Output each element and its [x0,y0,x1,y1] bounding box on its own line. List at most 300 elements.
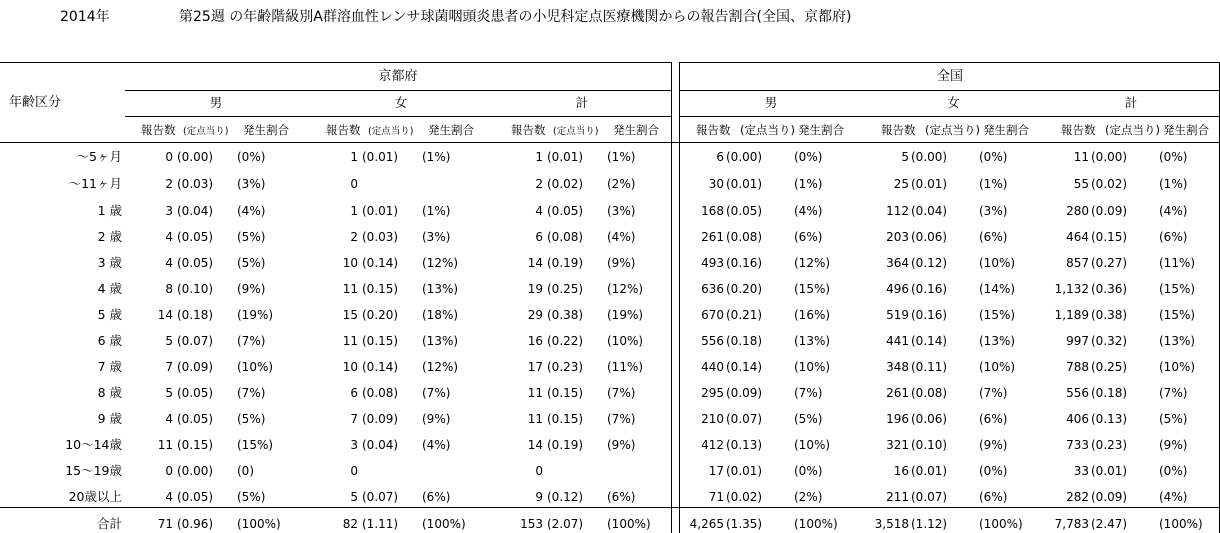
rate-value: (15%) [979,308,1016,322]
per-site-value: (0.25) [1091,360,1128,374]
report-count: 82 [342,517,358,531]
rate-value: (4%) [1159,490,1188,504]
per-site-value: (0.01) [362,150,399,164]
region-divider-2 [679,62,680,533]
age-column-header: 年齢区分 [8,95,61,110]
report-count: 997 [1066,334,1089,348]
per-site-value: (0.05) [547,204,584,218]
report-count: 556 [701,334,724,348]
report-year: 2014年 [60,9,110,25]
rate-value: (13%) [979,334,1016,348]
per-site-value: (0.03) [362,230,399,244]
per-site-value: (0.04) [177,204,214,218]
report-count: 11 [157,438,173,452]
per-site-value: (0.05) [726,204,763,218]
per-site-value: (0.06) [911,230,948,244]
report-count: 412 [701,438,724,452]
rate-value: (9%) [607,438,636,452]
report-count: 17 [527,360,543,374]
per-site-value: (0.05) [177,386,214,400]
age-group-label: 5 歳 [97,307,122,322]
report-count: 6 [716,150,724,164]
rate-value: (0) [237,464,254,478]
rate-value: (0%) [794,150,823,164]
rate-value: (6%) [794,230,823,244]
report-count: 440 [701,360,724,374]
per-site-value: (0.04) [911,204,948,218]
age-group-label: 3 歳 [97,255,122,270]
rate-value: (100%) [979,517,1023,531]
report-count: 519 [886,308,909,322]
report-count: 7 [165,360,173,374]
rate-value: (0%) [794,464,823,478]
rate-value: (100%) [1159,517,1203,531]
report-count: 16 [893,464,909,478]
age-group-label: ～11ヶ月 [68,176,122,191]
age-group-label: ～5ヶ月 [76,149,122,164]
rate-value: (0%) [237,150,266,164]
rate-value: (10%) [607,334,644,348]
report-count: 7,783 [1054,517,1089,531]
region-header-kyoto: 京都府 [378,69,418,84]
rate-value: (3%) [422,230,451,244]
report-count: 203 [886,230,909,244]
subheader-rate: 発生割合 [798,123,844,137]
gender-header: 女 [947,95,960,110]
rate-value: (12%) [422,256,459,270]
per-site-value: (0.00) [726,150,763,164]
report-count: 636 [701,282,724,296]
report-count: 196 [886,412,909,426]
rate-value: (1%) [607,150,636,164]
rate-value: (19%) [237,308,274,322]
per-site-value: (0.05) [177,256,214,270]
per-site-value: (0.23) [1091,438,1128,452]
rate-value: (1%) [422,204,451,218]
per-site-value: (0.13) [1091,412,1128,426]
per-site-value: (0.01) [1091,464,1128,478]
age-group-label: 7 歳 [97,359,122,374]
per-site-value: (0.20) [362,308,399,322]
per-site-value: (0.15) [362,282,399,296]
rate-value: (9%) [979,438,1008,452]
report-count: 8 [165,282,173,296]
per-site-value: (0.15) [177,438,214,452]
rate-value: (6%) [979,230,1008,244]
subheader-count: 報告数 [511,123,546,137]
per-site-value: (0.16) [726,256,763,270]
subheader-per-site: (定点当り) [368,126,414,137]
report-count: 3,518 [874,517,909,531]
rate-value: (18%) [422,308,459,322]
per-site-value: (0.00) [1091,150,1128,164]
report-count: 464 [1066,230,1089,244]
report-count: 19 [527,282,543,296]
age-group-label: 6 歳 [97,333,122,348]
per-site-value: (0.01) [726,464,763,478]
rate-value: (15%) [237,438,274,452]
report-count: 153 [520,517,543,531]
report-count: 33 [1073,464,1089,478]
per-site-value: (0.13) [726,438,763,452]
rate-value: (15%) [1159,282,1196,296]
per-site-value: (0.09) [726,386,763,400]
report-count: 261 [701,230,724,244]
report-count: 71 [708,490,724,504]
per-site-value: (0.09) [362,412,399,426]
per-site-value: (0.18) [177,308,214,322]
report-title: 第25週 の年齢階級別A群溶血性レンサ球菌咽頭炎患者の小児科定点医療機関からの報告割合(全国、京都府) [179,9,852,25]
report-count: 14 [157,308,173,322]
per-site-value: (0.20) [726,282,763,296]
per-site-value: (0.02) [1091,177,1128,191]
subheader-rate: 発生割合 [1163,123,1209,137]
age-group-label: 2 歳 [97,229,122,244]
rate-value: (15%) [1159,308,1196,322]
per-site-value: (0.19) [547,438,584,452]
per-site-value: (0.15) [547,386,584,400]
subheader-rate: 発生割合 [613,123,659,137]
subheader-per-site: (定点当り) [925,123,980,137]
gender-header: 男 [209,95,223,110]
rate-value: (100%) [607,517,651,531]
rate-value: (19%) [607,308,644,322]
region-underline-kyoto [125,90,671,91]
per-site-value: (0.01) [911,464,948,478]
per-site-value: (1.35) [726,517,763,531]
report-count: 857 [1066,256,1089,270]
rate-value: (15%) [794,282,831,296]
report-count: 16 [527,334,543,348]
report-count: 5 [165,334,173,348]
report-count: 556 [1066,386,1089,400]
rate-value: (6%) [422,490,451,504]
per-site-value: (0.22) [547,334,584,348]
report-count: 29 [527,308,543,322]
per-site-value: (1.11) [362,517,399,531]
report-count: 406 [1066,412,1089,426]
age-group-label: 10～14歳 [65,437,122,452]
subheader-rate: 発生割合 [243,123,289,137]
per-site-value: (0.18) [1091,386,1128,400]
report-count: 17 [708,464,724,478]
report-count: 0 [165,464,173,478]
rate-value: (9%) [607,256,636,270]
report-count: 0 [535,464,543,478]
rate-value: (6%) [607,490,636,504]
per-site-value: (0.01) [547,150,584,164]
rate-value: (7%) [794,386,823,400]
report-count: 14 [527,256,543,270]
per-site-value: (0.96) [177,517,214,531]
per-site-value: (0.38) [547,308,584,322]
per-site-value: (0.12) [911,256,948,270]
rate-value: (11%) [607,360,644,374]
region-divider [671,62,672,533]
rate-value: (13%) [794,334,831,348]
per-site-value: (0.32) [1091,334,1128,348]
rate-value: (14%) [979,282,1016,296]
report-count: 1 [535,150,543,164]
report-count: 5 [165,386,173,400]
subheader-per-site: (定点当り) [1105,123,1160,137]
rate-value: (0%) [1159,464,1188,478]
per-site-value: (0.21) [726,308,763,322]
rate-value: (100%) [794,517,838,531]
rate-value: (6%) [979,412,1008,426]
total-row-rule [0,507,1220,508]
rate-value: (1%) [422,150,451,164]
report-count: 55 [1073,177,1089,191]
rate-value: (9%) [237,282,266,296]
report-count: 4 [165,412,173,426]
report-count: 321 [886,438,909,452]
report-count: 2 [165,177,173,191]
subheader-per-site: (定点当り) [183,126,229,137]
rate-value: (16%) [794,308,831,322]
per-site-value: (0.07) [177,334,214,348]
top-rule-kyoto [0,62,671,63]
report-count: 25 [893,177,909,191]
report-count: 9 [535,490,543,504]
per-site-value: (0.09) [1091,490,1128,504]
rate-value: (7%) [1159,386,1188,400]
rate-value: (5%) [794,412,823,426]
per-site-value: (0.19) [547,256,584,270]
subheader-count: 報告数 [141,123,176,137]
per-site-value: (0.05) [177,490,214,504]
per-site-value: (0.36) [1091,282,1128,296]
per-site-value: (0.07) [362,490,399,504]
report-count: 10 [342,256,358,270]
per-site-value: (0.09) [1091,204,1128,218]
report-count: 11 [527,412,543,426]
report-count: 11 [342,282,358,296]
rate-value: (2%) [607,177,636,191]
rate-value: (5%) [1159,412,1188,426]
rate-value: (10%) [794,438,831,452]
subheader-per-site: (定点当り) [740,123,795,137]
report-count: 0 [350,464,358,478]
per-site-value: (0.14) [362,360,399,374]
report-count: 493 [701,256,724,270]
rate-value: (12%) [422,360,459,374]
report-count: 0 [165,150,173,164]
report-count: 168 [701,204,724,218]
top-rule-national [680,62,1220,63]
report-count: 3 [165,204,173,218]
report-count: 261 [886,386,909,400]
gender-header: 計 [1124,95,1138,110]
report-count: 6 [350,386,358,400]
rate-value: (5%) [237,256,266,270]
rate-value: (3%) [607,204,636,218]
per-site-value: (0.09) [177,360,214,374]
rate-value: (4%) [1159,204,1188,218]
rate-value: (3%) [979,204,1008,218]
report-count: 5 [350,490,358,504]
report-count: 295 [701,386,724,400]
report-count: 496 [886,282,909,296]
report-count: 3 [350,438,358,452]
report-count: 1 [350,204,358,218]
rate-value: (10%) [979,360,1016,374]
per-site-value: (0.14) [911,334,948,348]
report-count: 5 [901,150,909,164]
rate-value: (5%) [237,412,266,426]
report-count: 364 [886,256,909,270]
age-group-label: 4 歳 [97,281,122,296]
report-count: 280 [1066,204,1089,218]
report-count: 112 [886,204,909,218]
report-count: 282 [1066,490,1089,504]
subheader-per-site: (定点当り) [553,126,599,137]
gender-header: 男 [764,95,778,110]
gender-underline-kyoto [125,116,671,117]
subheader-count: 報告数 [881,123,916,137]
per-site-value: (0.02) [547,177,584,191]
rate-value: (7%) [607,412,636,426]
per-site-value: (0.12) [547,490,584,504]
rate-value: (9%) [1159,438,1188,452]
rate-value: (1%) [794,177,823,191]
per-site-value: (0.07) [911,490,948,504]
age-group-label: 合計 [96,516,122,531]
report-count: 11 [1073,150,1089,164]
per-site-value: (0.05) [177,230,214,244]
per-site-value: (0.10) [911,438,948,452]
age-group-label: 8 歳 [97,385,122,400]
rate-value: (10%) [979,256,1016,270]
report-count: 7 [350,412,358,426]
rate-value: (4%) [607,230,636,244]
gender-header: 計 [575,95,589,110]
report-count: 441 [886,334,909,348]
per-site-value: (0.06) [911,412,948,426]
per-site-value: (0.18) [726,334,763,348]
subheader-count: 報告数 [326,123,361,137]
per-site-value: (0.14) [362,256,399,270]
rate-value: (10%) [1159,360,1196,374]
rate-value: (7%) [979,386,1008,400]
report-count: 14 [527,438,543,452]
rate-value: (13%) [422,334,459,348]
report-count: 2 [535,177,543,191]
per-site-value: (0.01) [726,177,763,191]
per-site-value: (0.11) [911,360,948,374]
per-site-value: (0.08) [547,230,584,244]
subheader-rate: 発生割合 [983,123,1029,137]
rate-value: (6%) [1159,230,1188,244]
subheader-count: 報告数 [696,123,731,137]
age-group-label: 20歳以上 [68,489,122,504]
region-underline-national [680,90,1220,91]
rate-value: (10%) [237,360,274,374]
report-count: 15 [342,308,358,322]
per-site-value: (0.15) [547,412,584,426]
report-count: 1,189 [1054,308,1089,322]
per-site-value: (0.00) [911,150,948,164]
rate-value: (12%) [794,256,831,270]
subheader-count: 報告数 [1061,123,1096,137]
report-count: 71 [157,517,173,531]
per-site-value: (0.16) [911,308,948,322]
per-site-value: (0.38) [1091,308,1128,322]
report-count: 4 [535,204,543,218]
report-count: 0 [350,177,358,191]
per-site-value: (0.16) [911,282,948,296]
rate-value: (4%) [237,204,266,218]
per-site-value: (0.03) [177,177,214,191]
age-group-label: 1 歳 [97,203,122,218]
rate-value: (0%) [979,150,1008,164]
rate-value: (12%) [607,282,644,296]
region-header-national: 全国 [936,69,963,84]
gender-underline-national [680,116,1220,117]
report-count: 4 [165,256,173,270]
report-count: 1 [350,150,358,164]
report-count: 210 [701,412,724,426]
rate-value: (3%) [237,177,266,191]
rate-value: (5%) [237,230,266,244]
report-count: 2 [350,230,358,244]
rate-value: (9%) [422,412,451,426]
per-site-value: (0.08) [911,386,948,400]
per-site-value: (0.01) [911,177,948,191]
per-site-value: (1.12) [911,517,948,531]
report-count: 4 [165,230,173,244]
report-count: 788 [1066,360,1089,374]
rate-value: (7%) [237,334,266,348]
per-site-value: (0.07) [726,412,763,426]
rate-value: (11%) [1159,256,1196,270]
report-count: 733 [1066,438,1089,452]
rate-value: (7%) [237,386,266,400]
per-site-value: (0.08) [726,230,763,244]
per-site-value: (0.27) [1091,256,1128,270]
rate-value: (2%) [794,490,823,504]
rate-value: (10%) [794,360,831,374]
rate-value: (1%) [1159,177,1188,191]
rate-value: (100%) [237,517,281,531]
rate-value: (4%) [794,204,823,218]
report-count: 11 [527,386,543,400]
per-site-value: (0.25) [547,282,584,296]
per-site-value: (0.00) [177,464,214,478]
rate-value: (7%) [422,386,451,400]
report-count: 348 [886,360,909,374]
rate-value: (0%) [979,464,1008,478]
report-count: 4,265 [689,517,724,531]
per-site-value: (0.08) [362,386,399,400]
gender-header: 女 [394,95,408,110]
per-site-value: (0.14) [726,360,763,374]
per-site-value: (0.23) [547,360,584,374]
rate-value: (100%) [422,517,466,531]
rate-value: (13%) [1159,334,1196,348]
rate-value: (4%) [422,438,451,452]
rate-value: (5%) [237,490,266,504]
subheader-rate: 発生割合 [428,123,474,137]
per-site-value: (0.02) [726,490,763,504]
report-count: 4 [165,490,173,504]
per-site-value: (0.15) [362,334,399,348]
per-site-value: (0.00) [177,150,214,164]
per-site-value: (0.15) [1091,230,1128,244]
rate-value: (1%) [979,177,1008,191]
report-count: 30 [708,177,724,191]
per-site-value: (0.04) [362,438,399,452]
